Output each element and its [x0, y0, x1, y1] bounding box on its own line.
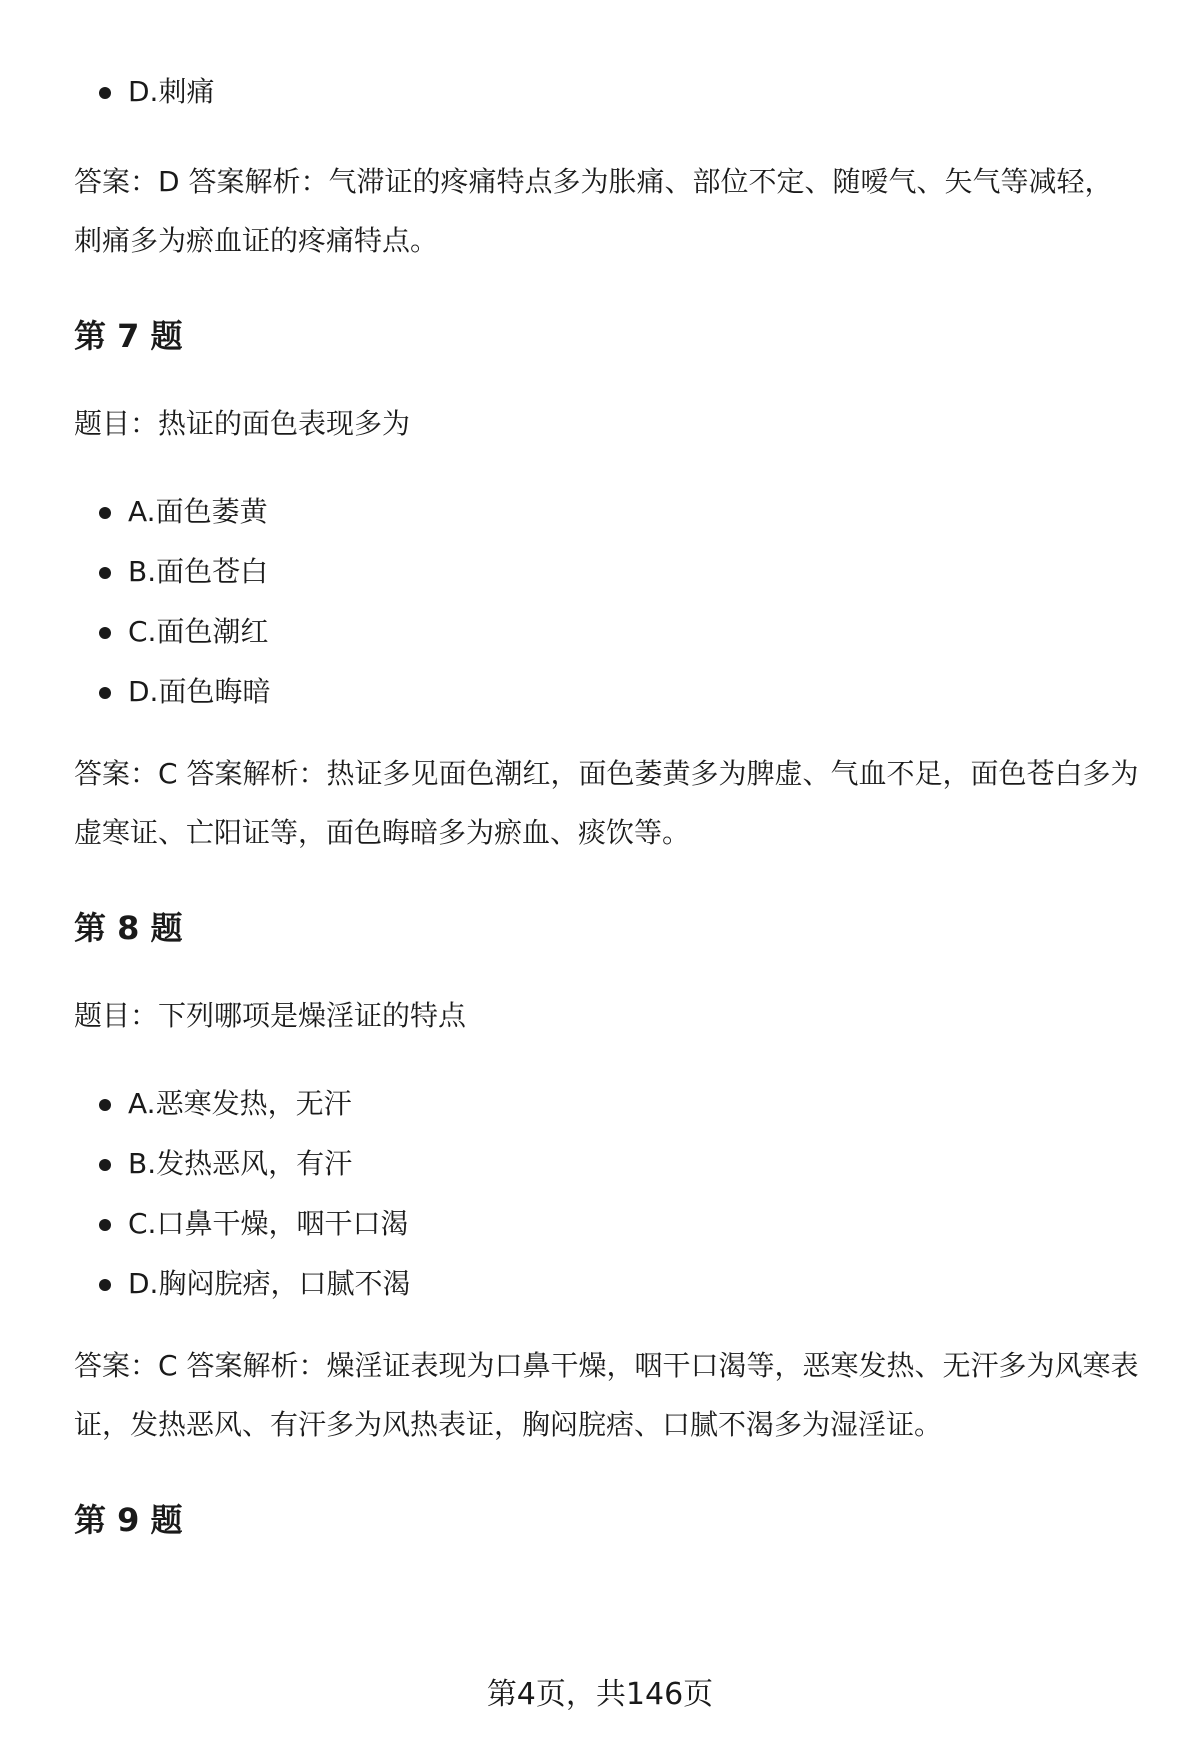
option-a	[74, 1074, 1140, 1134]
option-b	[74, 542, 1140, 602]
page-content	[74, 62, 1140, 1550]
bullet-icon	[99, 1219, 111, 1231]
option-text: C.面色潮红	[128, 615, 269, 648]
bullet-icon	[99, 1279, 111, 1291]
bullet-icon	[99, 507, 111, 519]
option-text: A.恶寒发热，无汗	[128, 1087, 352, 1120]
answer-explanation: 答案：D 答案解析：气滞证的疼痛特点多为胀痛、部位不定、随嗳气、矢气等减轻，刺痛多为瘀血证的疼痛特点。	[74, 165, 1113, 257]
page-number-footer: 第4页，共146页	[486, 1677, 714, 1712]
option-text: C.口鼻干燥，咽干口渴	[128, 1207, 409, 1240]
bullet-icon	[99, 687, 111, 699]
option-text: D.胸闷脘痞，口腻不渴	[128, 1267, 411, 1300]
bullet-icon	[99, 567, 111, 579]
options-list	[74, 1074, 1140, 1314]
option-text: A.面色萎黄	[128, 495, 268, 528]
option-d	[74, 62, 1140, 122]
bullet-icon	[99, 1099, 111, 1111]
option-text: B.面色苍白	[128, 555, 269, 588]
bullet-icon	[99, 87, 111, 99]
option-text: B.发热恶风，有汗	[128, 1147, 353, 1180]
option-text: D.刺痛	[128, 75, 215, 108]
question-text: 题目：下列哪项是燥淫证的特点	[74, 999, 467, 1032]
answer-explanation: 答案：C 答案解析：热证多见面色潮红，面色萎黄多为脾虚、气血不足，面色苍白多为虚寒证、亡阳证等，面色晦暗多为瘀血、痰饮等。	[74, 757, 1139, 849]
bullet-icon	[99, 1159, 111, 1171]
question-title: 第 8 题	[74, 909, 183, 947]
option-b	[74, 1134, 1140, 1194]
bullet-icon	[99, 627, 111, 639]
option-c	[74, 602, 1140, 662]
option-c	[74, 1194, 1140, 1254]
question-title: 第 9 题	[74, 1501, 183, 1539]
option-d	[74, 1254, 1140, 1314]
answer-explanation: 答案：C 答案解析：燥淫证表现为口鼻干燥，咽干口渴等，恶寒发热、无汗多为风寒表证，发热恶风、有汗多为风热表证，胸闷脘痞、口腻不渴多为湿淫证。	[74, 1349, 1139, 1441]
prev-options	[74, 62, 1140, 122]
option-a	[74, 482, 1140, 542]
question-title: 第 7 题	[74, 317, 183, 355]
question-text: 题目：热证的面色表现多为	[74, 407, 411, 440]
option-d	[74, 662, 1140, 722]
option-text: D.面色晦暗	[128, 675, 271, 708]
options-list	[74, 482, 1140, 722]
